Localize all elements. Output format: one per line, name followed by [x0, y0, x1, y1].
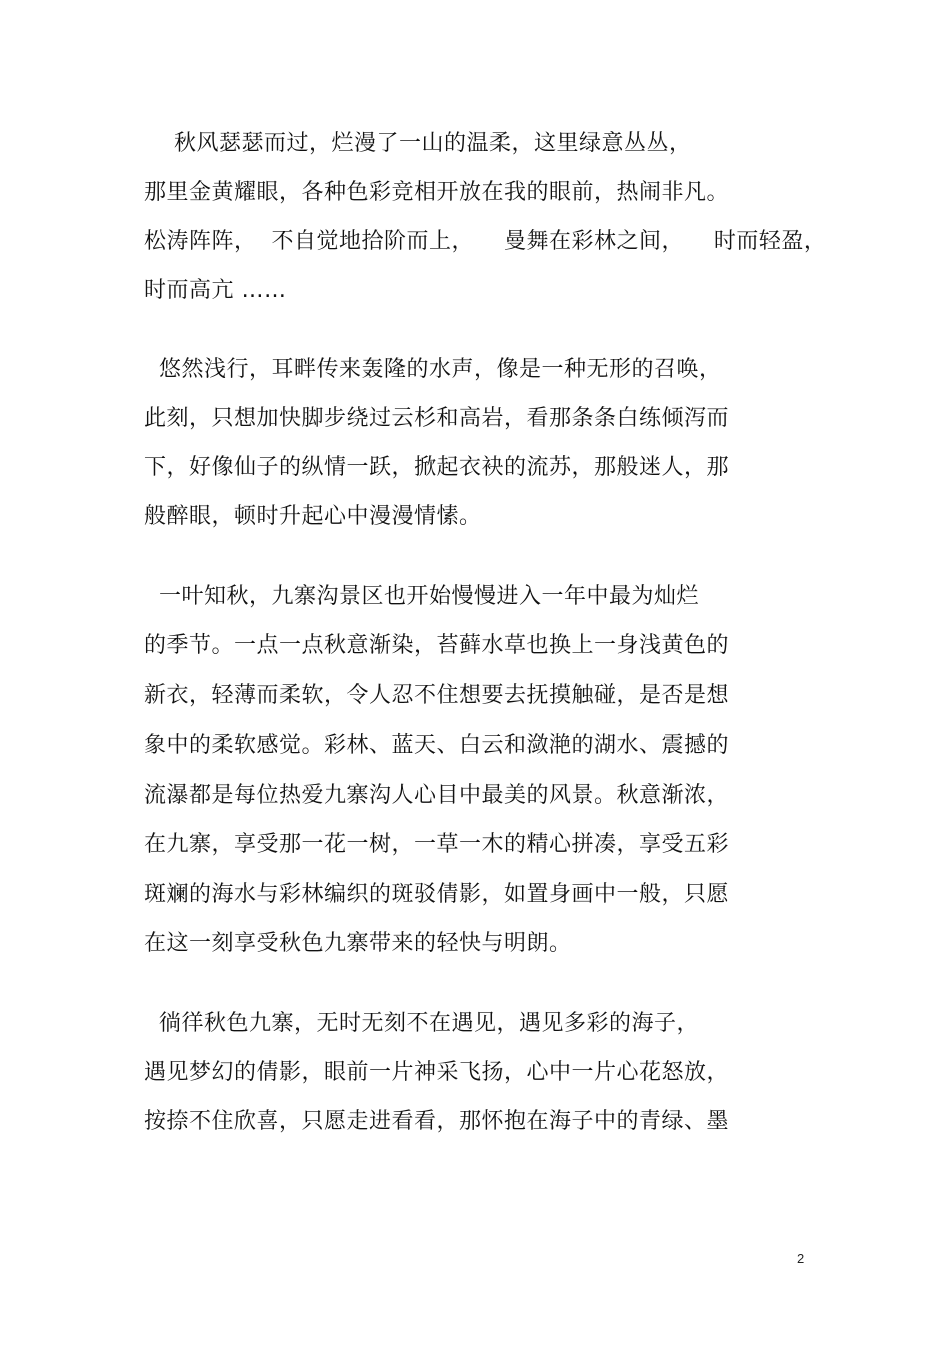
- text-line: 时而高亢 ……: [144, 278, 287, 303]
- text-line: 秋风瑟瑟而过，烂漫了一山的温柔，这里绿意丛丛，: [144, 131, 692, 156]
- text-line: 般醉眼，顿时升起心中漫漫情愫。: [144, 504, 482, 529]
- text-line: 悠然浅行，耳畔传来轰隆的水声，像是一种无形的召唤，: [144, 357, 722, 382]
- text-line: 一叶知秋，九寨沟景区也开始慢慢进入一年中最为灿烂: [144, 584, 699, 609]
- text-line: 此刻，只想加快脚步绕过云杉和高岩，看那条条白练倾泻而: [144, 406, 730, 431]
- text-line: 遇见梦幻的倩影，眼前一片神采飞扬，心中一片心花怒放，: [144, 1060, 730, 1085]
- text-line: 在这一刻享受秋色九寨带来的轻快与明朗。: [144, 931, 572, 956]
- text-line: 那里金黄耀眼，各种色彩竞相开放在我的眼前，热闹非凡。: [144, 180, 730, 205]
- text-line: 新衣，轻薄而柔软，令人忍不住想要去抚摸触碰，是否是想: [144, 683, 730, 708]
- text-line: 流瀑都是每位热爱九寨沟人心目中最美的风景。秋意渐浓，: [144, 783, 730, 808]
- text-line: 下，好像仙子的纵情一跃，掀起衣袂的流苏，那般迷人，那: [144, 455, 730, 480]
- text-line: 的季节。一点一点秋意渐染，苔藓水草也换上一身浅黄色的: [144, 633, 730, 658]
- page-number: 2: [797, 1251, 805, 1266]
- text-line: 在九寨，享受那一花一树，一草一木的精心拼凑，享受五彩: [144, 832, 730, 857]
- text-line: 徜徉秋色九寨，无时无刻不在遇见，遇见多彩的海子，: [144, 1011, 699, 1036]
- text-line: 按捺不住欣喜，只愿走进看看，那怀抱在海子中的青绿、墨: [144, 1109, 730, 1134]
- text-line: 斑斓的海水与彩林编织的斑驳倩影，如置身画中一般，只愿: [144, 882, 730, 907]
- text-line: 象中的柔软感觉。彩林、蓝天、白云和潋滟的湖水、震撼的: [144, 733, 730, 758]
- text-line: 松涛阵阵， 不自觉地拾阶而上， 曼舞在彩林之间， 时而轻盈，: [144, 229, 827, 254]
